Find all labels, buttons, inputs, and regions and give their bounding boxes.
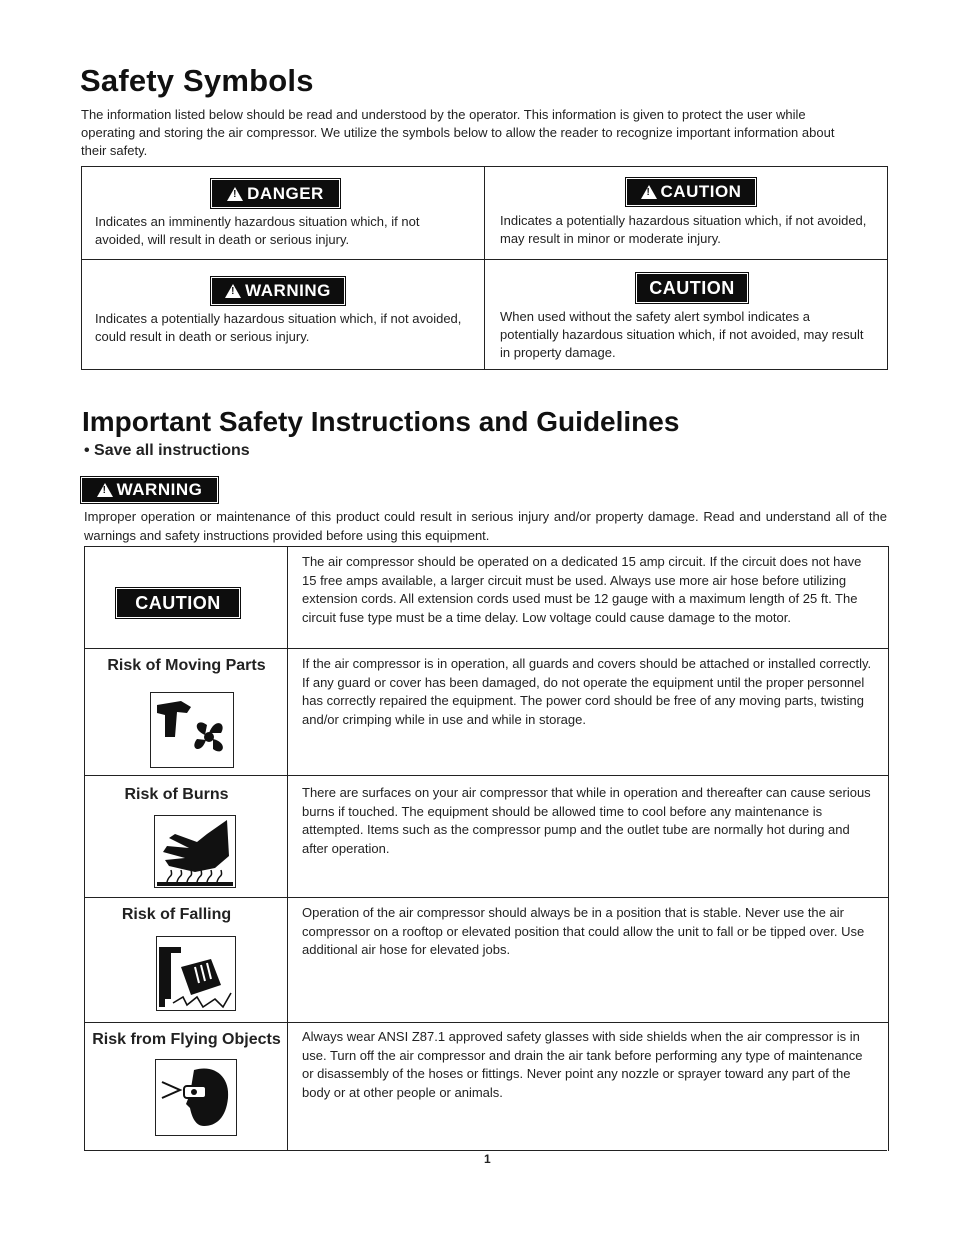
safety-symbols-table <box>81 166 888 370</box>
table-divider <box>82 259 887 260</box>
danger-label: DANGER <box>247 183 324 203</box>
falling-title: Risk of Falling <box>121 906 232 923</box>
falling-unit-icon <box>156 936 236 1011</box>
safety-symbols-intro: The information listed below should be read and understood by the operator. This information is given to protect the user while operating and storing the air compressor. We utilize the symbols below to allow the reader to recognize important information about their safety. <box>81 107 835 158</box>
caution-alert-badge <box>627 179 755 205</box>
safety-alert-icon <box>641 185 657 199</box>
guidelines-warning-badge <box>82 478 217 502</box>
caution-alert-label: CAUTION <box>660 182 742 201</box>
safety-symbols-title: Safety Symbols <box>80 63 314 98</box>
burns-title: Risk of Burns <box>124 786 229 803</box>
caution-row-text: The air compressor should be operated on a dedicated 15 amp circuit. If the circuit does not have 15 free amps available, a larger circuit must be used. Always use more air hose before utilizing extension cords. All extension cords used must be 12 gauge with a maximum length of 25 ft. The circuit fuse type must be a time delay. Low voltage could cause damage to the motor. <box>302 554 862 625</box>
burns-text: There are surfaces on your air compressor that while in operation and thereafter can cause serious burns if touched. The equipment should be allowed time to cool before any maintenance is attempted. Items such as the compressor pump and the outlet tube are normally hot during and after operation. <box>302 785 871 856</box>
caution-plain-description: When used without the safety alert symbol indicates a potentially hazardous situation which, if not avoided, may result in property damage. <box>500 309 864 360</box>
falling-text: Operation of the air compressor should always be in a position that is stable. Never use the air compressor on a rooftop or elevated position that could allow the unit to fall or be tipped over. Use additional air hose for elevated jobs. <box>302 905 865 957</box>
row-divider <box>85 775 888 776</box>
danger-badge <box>212 180 339 207</box>
safety-alert-icon <box>227 187 243 201</box>
caution-row-badge <box>117 589 239 617</box>
guidelines-title: Important Safety Instructions and Guidelines <box>82 406 680 437</box>
safety-alert-icon <box>225 284 241 298</box>
caution-plain-badge <box>637 274 747 302</box>
moving-parts-text: If the air compressor is in operation, all guards and covers should be attached or installed correctly. If any guard or cover has been damaged, do not operate the equipment until the proper personnel has correctly repaired the equipment. The power cord should be free of any moving parts, twisting and/or crimping while in use and while in storage. <box>302 656 872 727</box>
hot-surface-icon <box>154 815 236 888</box>
row-divider <box>85 897 888 898</box>
instructions-table <box>84 546 889 1151</box>
guidelines-warning-label: WARNING <box>116 480 203 499</box>
row-divider <box>85 1022 888 1023</box>
guidelines-warning-text: Improper operation or maintenance of this product could result in serious injury and/or property damage. Read and understand all of the warnings and safety instructions provided before using this equipment. <box>84 509 887 543</box>
table-divider <box>287 547 288 1151</box>
caution-plain-label: CAUTION <box>649 277 735 298</box>
table-bottom-border <box>84 1150 887 1151</box>
moving-parts-title: Risk of Moving Parts <box>107 657 266 674</box>
caution-row-label: CAUTION <box>135 592 221 613</box>
table-divider <box>484 167 485 369</box>
page-number: 1 <box>484 1152 491 1166</box>
safety-alert-icon <box>97 483 113 497</box>
save-instructions-bullet: • Save all instructions <box>84 442 250 459</box>
danger-description: Indicates an imminently hazardous situation which, if not avoided, will result in death or serious injury. <box>95 214 420 247</box>
warning-badge <box>212 278 344 304</box>
hand-fan-icon <box>150 692 234 768</box>
warning-description: Indicates a potentially hazardous situation which, if not avoided, could result in death or serious injury. <box>95 311 462 344</box>
row-divider <box>85 648 888 649</box>
flying-objects-text: Always wear ANSI Z87.1 approved safety glasses with side shields when the air compressor is in use. Turn off the air compressor and drain the air tank before performing any type of maintenance or disassembly of the hoses or fittings. Never point any nozzle or sprayer toward any part of the body or at other people or animals. <box>302 1029 863 1100</box>
eye-protection-icon <box>155 1059 237 1136</box>
flying-objects-title: Risk from Flying Objects <box>92 1031 281 1048</box>
caution-alert-description: Indicates a potentially hazardous situation which, if not avoided, may result in minor or moderate injury. <box>500 213 867 246</box>
warning-label: WARNING <box>245 281 331 300</box>
